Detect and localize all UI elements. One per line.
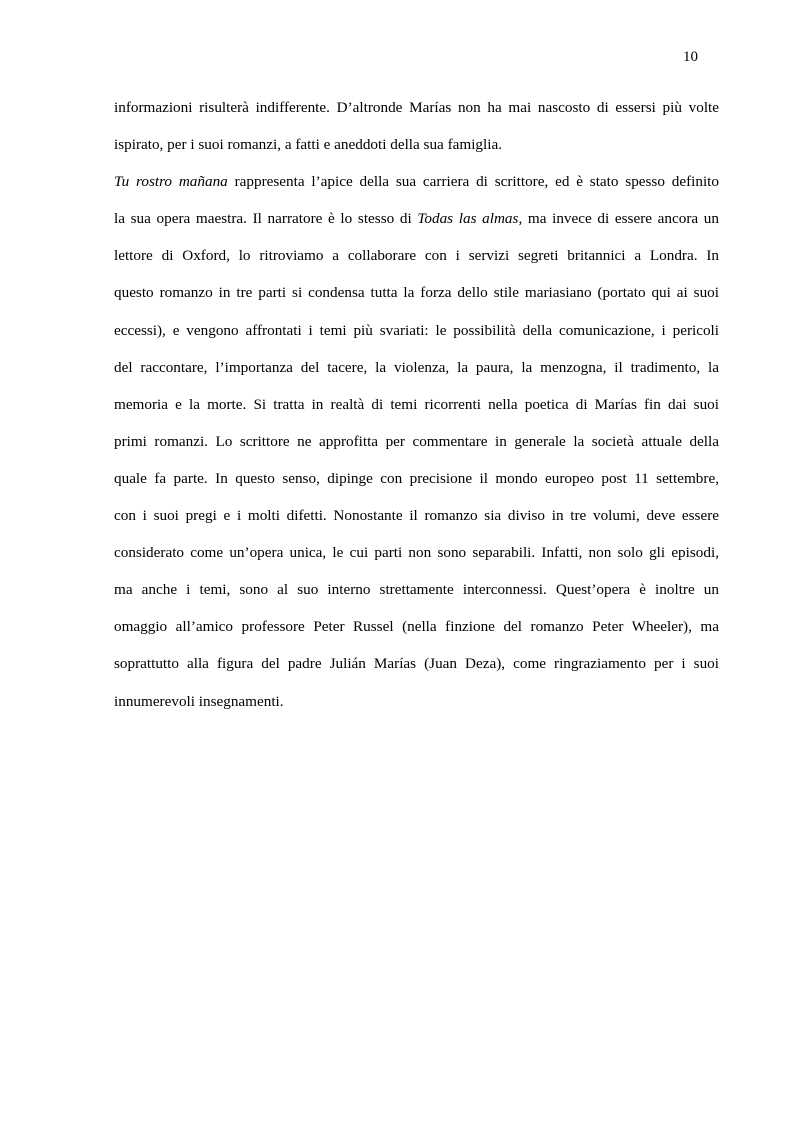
text-line (114, 683, 719, 720)
text-run: primi romanzi. Lo scrittore ne approfitta per commentare in generale la società attuale della (114, 432, 719, 450)
text-line (114, 608, 719, 645)
text-line (114, 89, 719, 126)
text-run: rappresenta l’apice della sua carriera di scrittore, ed è stato spesso definito (227, 173, 719, 191)
text-run: quale fa parte. In questo senso, dipinge con precisione il mondo europeo post 11 settembre, (114, 469, 719, 487)
text-line (114, 534, 719, 571)
body-text (114, 89, 719, 720)
text-run: lettore di Oxford, lo ritroviamo a collaborare con i servizi segreti britannici a Londra. In (114, 247, 719, 265)
text-run: questo romanzo in tre parti si condensa tutta la forza dello stile mariasiano (portato qui ai suoi (114, 284, 719, 302)
text-run: innumerevoli insegnamenti. (114, 692, 284, 710)
text-line (114, 274, 719, 311)
text-line (114, 460, 719, 497)
text-line (114, 237, 719, 274)
text-run: informazioni risulterà indifferente. D’altronde Marías non ha mai nascosto di essersi più volte (114, 99, 719, 116)
text-run: eccessi), e vengono affrontati i temi più svariati: le possibilità della comunicazione, i pericoli (114, 321, 719, 339)
italic-title: Todas las almas (417, 210, 519, 228)
text-line (114, 200, 719, 237)
text-run: la sua opera maestra. Il narratore è lo stesso di (114, 210, 418, 228)
text-line (114, 126, 719, 163)
text-run: ispirato, per i suoi romanzi, a fatti e aneddoti della sua famiglia. (114, 136, 503, 154)
paragraph (114, 89, 719, 163)
text-run: del raccontare, l’importanza del tacere, la violenza, la paura, la menzogna, il tradimento, la (114, 358, 719, 376)
text-run: memoria e la morte. Si tratta in realtà di temi ricorrenti nella poetica di Marías fin dai suoi (114, 395, 719, 413)
text-line (114, 312, 719, 349)
text-line (114, 163, 719, 200)
text-line (114, 423, 719, 460)
text-run: ma anche i temi, sono al suo interno strettamente interconnessi. Quest’opera è inoltre un (114, 581, 719, 599)
text-run: soprattutto alla figura del padre Julián Marías (Juan Deza), come ringraziamento per i suoi (114, 655, 719, 673)
text-run: omaggio all’amico professore Peter Russel (nella finzione del romanzo Peter Wheeler), ma (114, 618, 719, 636)
page-number: 10 (683, 49, 698, 65)
text-line (114, 349, 719, 386)
text-run: , ma invece di essere ancora un (518, 210, 719, 228)
text-run: considerato come un’opera unica, le cui parti non sono separabili. Infatti, non solo gli episodi, (114, 544, 719, 562)
text-line (114, 386, 719, 423)
text-line (114, 497, 719, 534)
italic-title: Tu rostro mañana (114, 173, 228, 191)
text-line (114, 645, 719, 682)
text-line (114, 571, 719, 608)
paragraph (114, 163, 719, 719)
text-run: con i suoi pregi e i molti difetti. Nonostante il romanzo sia diviso in tre volumi, deve essere (114, 507, 719, 525)
